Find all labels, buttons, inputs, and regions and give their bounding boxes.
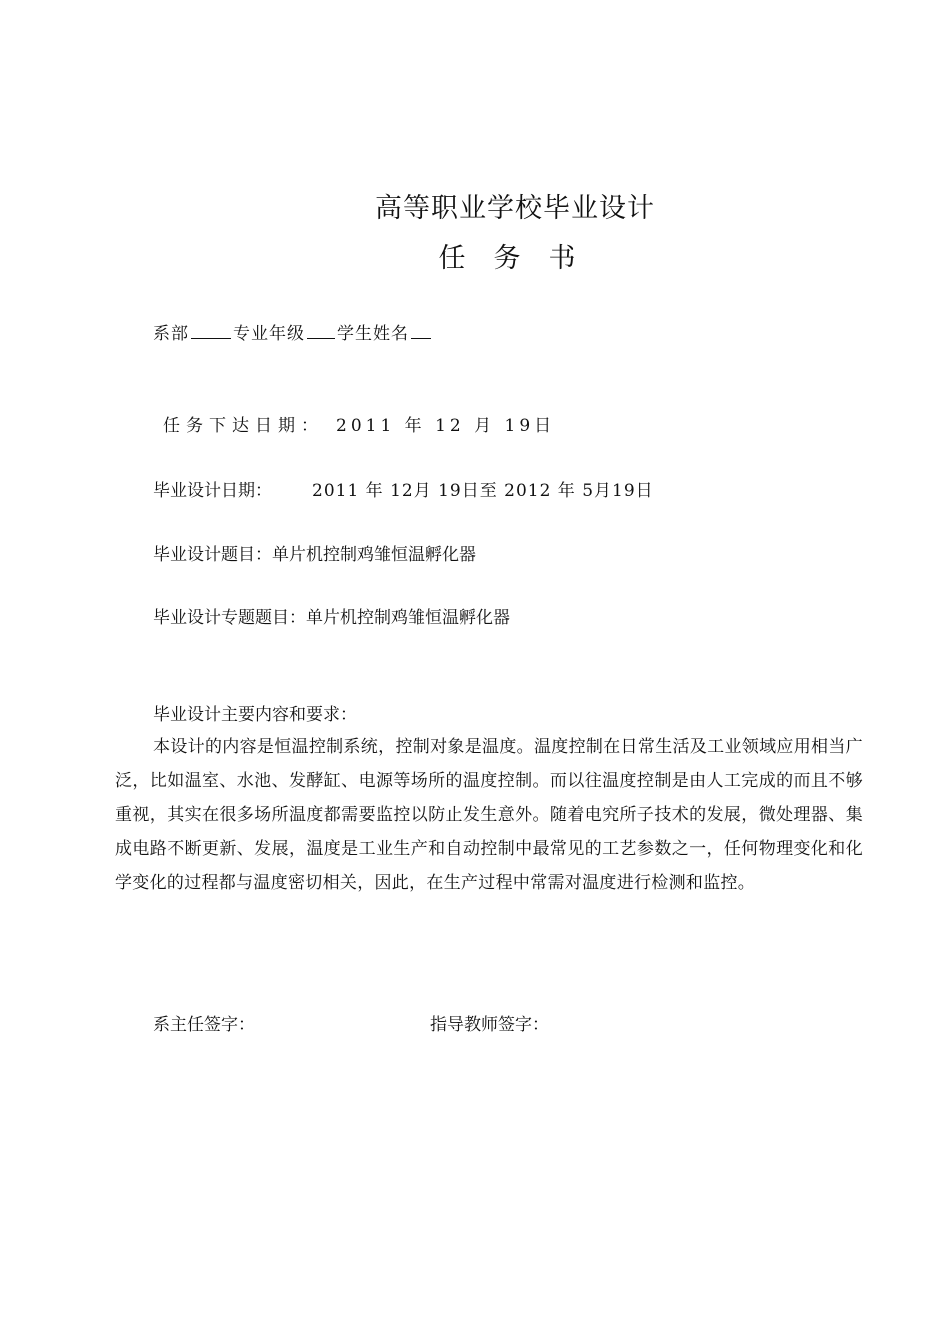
design-topic-label: 毕业设计题目： [153, 545, 272, 565]
director-signature-label: 系主任签字： [153, 1015, 255, 1035]
issue-date-label: 任务下达日期： [163, 416, 324, 436]
document-subtitle: 任务书 [438, 243, 604, 274]
issue-date-line [163, 414, 555, 438]
student-blank [411, 320, 431, 339]
design-topic-line [153, 543, 476, 567]
issue-date-value: 2011 年 12 月 19日 [336, 416, 556, 436]
design-period-line [153, 479, 654, 503]
design-period-value: 2011 年 12月 19日至 2012 年 5月19日 [312, 481, 654, 501]
special-topic-label: 毕业设计专题题目： [153, 608, 306, 628]
dept-label: 系部 [153, 324, 189, 344]
requirements-heading: 毕业设计主要内容和要求： [153, 705, 357, 725]
requirements-paragraph: 本设计的内容是恒温控制系统，控制对象是温度。温度控制在日常生活及工业领域应用相当广泛，比如温室、水池、发酵缸、电源等场所的温度控制。而以往温度控制是由人工完成的而且不够重视，其实在很多场所温度都需要监控以防止发生意外。随着电究所子技术的发展，微处理器、集成电路不断更新、发展，温度是工业生产和自动控制中最常见的工艺参数之一，任何物理变化和化学变化的过程都与温度密切相关，因此，在生产过程中常需对温度进行检测和监控。 [115, 737, 863, 893]
special-topic-value: 单片机控制鸡雏恒温孵化器 [306, 608, 510, 628]
major-label: 专业年级 [233, 324, 305, 344]
design-topic-value: 单片机控制鸡雏恒温孵化器 [272, 545, 476, 565]
student-label: 学生姓名 [337, 324, 409, 344]
advisor-signature-label: 指导教师签字： [430, 1015, 549, 1035]
document-title: 高等职业学校毕业设计 [375, 193, 655, 224]
special-topic-line [153, 606, 510, 630]
design-period-label: 毕业设计日期： [153, 481, 272, 501]
student-info-line [153, 320, 433, 346]
dept-blank [191, 320, 231, 339]
major-blank [307, 320, 335, 339]
